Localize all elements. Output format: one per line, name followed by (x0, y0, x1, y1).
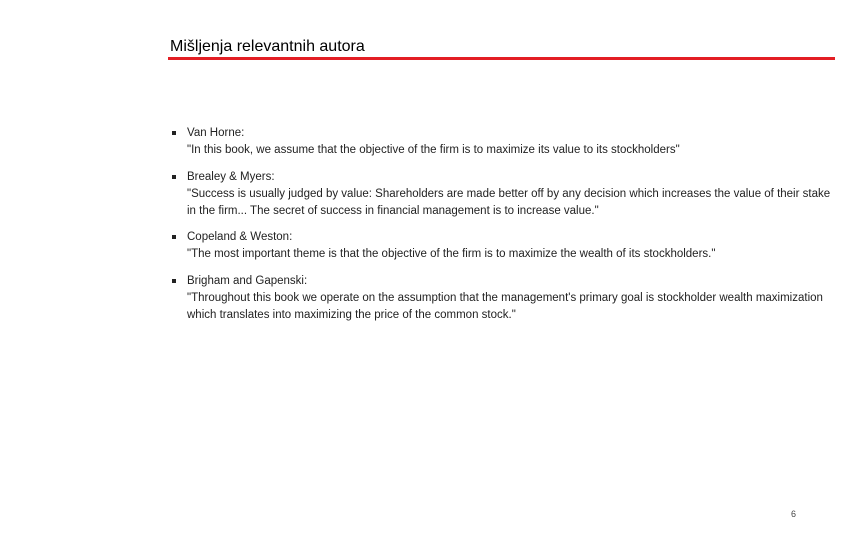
author-quote: "Throughout this book we operate on the assumption that the management's primary goal is stockholder wealth maximization which translates into maximizing the price of the common stock." (187, 292, 823, 321)
author-quote: "In this book, we assume that the objective of the firm is to maximize its value to its stockholders" (187, 144, 680, 156)
page-title: Mišljenja relevantnih autora (170, 38, 365, 55)
list-item (172, 125, 842, 159)
square-bullet-icon (172, 279, 176, 283)
author-name: Copeland & Weston: (187, 231, 293, 243)
list-item (172, 273, 842, 324)
square-bullet-icon (172, 175, 176, 179)
list-item (172, 229, 842, 263)
square-bullet-icon (172, 131, 176, 135)
author-quote: "Success is usually judged by value: Shareholders are made better off by any decision which increases the value of their stake in the firm... The secret of success in financial management is to increase value." (187, 188, 831, 217)
author-quote: "The most important theme is that the objective of the firm is to maximize the wealth of its stockholders." (187, 248, 716, 260)
author-quote-list (172, 125, 842, 334)
author-name: Brigham and Gapenski: (187, 275, 308, 287)
author-name: Van Horne: (187, 127, 245, 139)
title-underline (168, 57, 835, 60)
list-item (172, 169, 842, 220)
page-number: 6 (791, 509, 797, 519)
square-bullet-icon (172, 235, 176, 239)
author-name: Brealey & Myers: (187, 171, 275, 183)
